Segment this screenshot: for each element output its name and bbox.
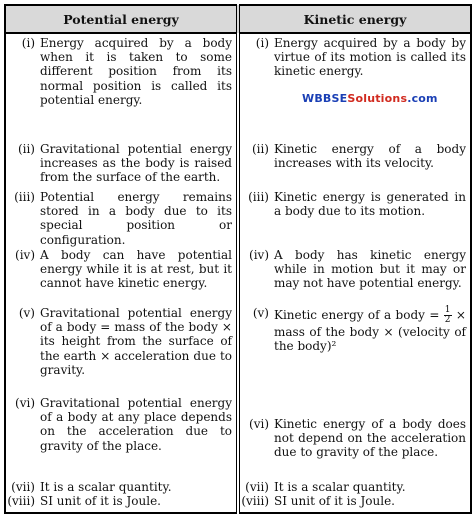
- item-number: (vii): [245, 480, 269, 494]
- item-text: Energy acquired by a body by virtue of its motion is called its kinetic energy.: [274, 36, 466, 79]
- potential-cell: [5, 33, 238, 142]
- table-row: [5, 142, 471, 190]
- item-text: It is a scalar quantity.: [274, 480, 406, 494]
- item-number: (v): [252, 306, 269, 320]
- potential-cell: [5, 142, 238, 190]
- item-text: Kinetic energy is generated in a body due to its motion.: [274, 190, 466, 219]
- table-row: [5, 248, 471, 306]
- ke-formula-prefix: Kinetic energy of a body =: [274, 308, 440, 322]
- item-number: (vi): [249, 416, 269, 431]
- item-number: (iv): [249, 248, 269, 262]
- header-potential-energy: Potential energy: [5, 5, 238, 33]
- watermark-part-c: .com: [407, 92, 438, 105]
- item-text: Energy acquired by a body when it is taken to some different position from its normal position is called its potential energy.: [40, 36, 232, 107]
- item-number: (ii): [17, 142, 35, 156]
- item-number: (viii): [241, 494, 269, 509]
- header-kinetic-energy: Kinetic energy: [238, 5, 471, 33]
- kinetic-cell: [238, 248, 471, 306]
- table-row: [5, 33, 471, 142]
- item-text: SI unit of it is Joule.: [274, 494, 395, 509]
- table-row: [5, 480, 471, 494]
- item-number: (vii): [11, 480, 35, 494]
- item-text: Gravitational potential energy of a body at any place depends on the acceleration due to gravity of the place.: [40, 396, 232, 453]
- comparison-page: [4, 4, 470, 509]
- item-number: (viii): [7, 494, 35, 509]
- item-text: Gravitational potential energy of a body = mass of the body × its height from the surface of the earth × acceleration due to gravity.: [40, 306, 232, 377]
- item-text: Gravitational potential energy increases as the body is raised from the surface of the earth.: [40, 142, 232, 185]
- item-number: (ii): [251, 142, 269, 156]
- table-row: [5, 494, 471, 513]
- item-number: (iii): [14, 190, 35, 204]
- kinetic-cell: [238, 494, 471, 513]
- item-text: Kinetic energy of a body does not depend on the acceleration due to gravity of the place.: [274, 416, 466, 460]
- item-text: Kinetic energy of a body increases with its velocity.: [274, 142, 466, 171]
- kinetic-cell: [238, 190, 471, 248]
- kinetic-cell: [238, 33, 471, 142]
- potential-cell: [5, 248, 238, 306]
- header-row: [5, 5, 471, 33]
- energy-comparison-table: [4, 4, 472, 514]
- potential-cell: [5, 306, 238, 396]
- item-text: SI unit of it is Joule.: [40, 494, 161, 509]
- table-row: [5, 190, 471, 248]
- one-half-fraction: [444, 306, 452, 325]
- potential-cell: [5, 494, 238, 513]
- kinetic-cell: [238, 142, 471, 190]
- item-text: Potential energy remains stored in a body due to its special position or configuration.: [40, 190, 232, 247]
- item-number: (iv): [15, 248, 35, 262]
- potential-cell: [5, 396, 238, 480]
- table-row: [5, 306, 471, 396]
- item-number: (i): [255, 36, 269, 50]
- item-text: A body has kinetic energy while in motion but it may or may not have potential energy.: [274, 248, 466, 291]
- fraction-numerator: 1: [444, 305, 451, 315]
- watermark-part-b: Solutions: [347, 92, 408, 105]
- ke-formula-suffix: × mass of the body × (velocity of the body)²: [274, 308, 466, 354]
- item-number: (i): [21, 36, 35, 50]
- item-number: (vi): [15, 396, 35, 410]
- fraction-denominator: 2: [444, 315, 451, 325]
- item-text: [274, 306, 470, 353]
- item-number: (iii): [248, 190, 269, 204]
- potential-cell: [5, 190, 238, 248]
- site-watermark: [302, 92, 438, 105]
- kinetic-cell: [238, 480, 471, 494]
- item-text: A body can have potential energy while it is at rest, but it cannot have kinetic energy.: [40, 248, 232, 291]
- item-text: It is a scalar quantity.: [40, 480, 172, 494]
- kinetic-cell: [238, 306, 471, 396]
- potential-cell: [5, 480, 238, 494]
- kinetic-cell: [238, 396, 471, 480]
- watermark-part-a: WBBSE: [302, 92, 348, 105]
- table-row: [5, 396, 471, 480]
- item-number: (v): [18, 306, 35, 320]
